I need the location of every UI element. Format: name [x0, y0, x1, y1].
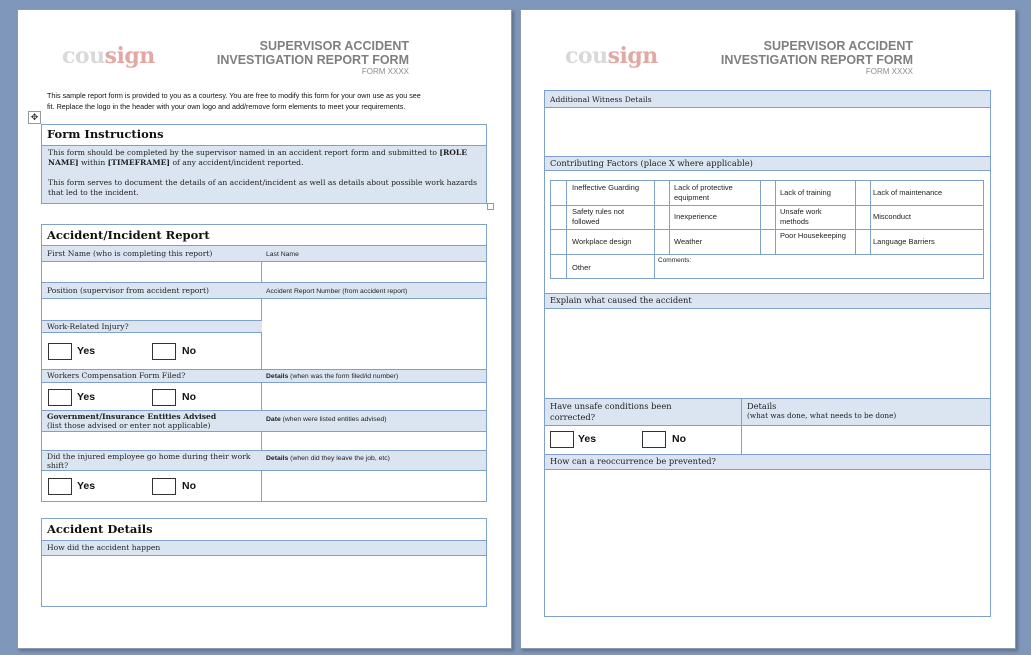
form-header	[149, 39, 409, 77]
factor-lack-training: Lack of training	[780, 188, 831, 197]
unsafe-no-checkbox[interactable]	[642, 431, 666, 448]
unsafe-corrected-label: Have unsafe conditions been corrected?	[550, 401, 672, 422]
went-home-no-label: No	[182, 480, 196, 492]
factor-checkbox-lack-ppe[interactable]	[655, 181, 669, 205]
workers-comp-no-checkbox[interactable]	[152, 389, 176, 406]
unsafe-no-label: No	[672, 433, 686, 445]
work-related-no-label: No	[182, 345, 196, 357]
table-move-handle-icon[interactable]: ✥	[28, 111, 41, 124]
explain-label: Explain what caused the accident	[550, 295, 692, 305]
report-number-field[interactable]	[262, 299, 486, 369]
factor-checkbox-lack-training[interactable]	[761, 181, 775, 205]
factor-checkbox-safety-rules[interactable]	[551, 206, 566, 229]
factor-checkbox-workplace-design[interactable]	[551, 230, 566, 254]
workers-comp-no-label: No	[182, 391, 196, 403]
report-number-label: Accident Report Number (from accident report)	[266, 288, 408, 295]
went-home-details-field[interactable]	[262, 471, 486, 501]
form-id: FORM XXXX	[361, 67, 409, 76]
factor-ineffective-guarding: Ineffective Guarding	[572, 183, 639, 192]
workers-comp-yes-checkbox[interactable]	[48, 389, 72, 406]
intro-text	[47, 90, 487, 112]
factor-other: Other	[572, 263, 591, 272]
factor-inexperience: Inexperience	[674, 212, 717, 221]
accident-report-section	[41, 224, 487, 502]
company-logo: cousign	[62, 43, 155, 69]
workers-comp-details-label: Details (when was the form filed/id number)	[266, 373, 399, 380]
intro-line-2: fit. Replace the logo in the header with your own logo and add/remove form elements to meet your requirements.	[47, 102, 406, 111]
form-instructions-section	[41, 124, 487, 204]
workers-comp-yes-label: Yes	[77, 391, 96, 403]
factor-checkbox-ineffective-guarding[interactable]	[551, 181, 566, 205]
factor-checkbox-weather[interactable]	[655, 230, 669, 254]
workers-comp-details-field[interactable]	[262, 383, 486, 410]
work-related-label: Work-Related Injury?	[47, 322, 129, 331]
factor-safety-rules: Safety rules not followed	[572, 207, 625, 226]
factor-checkbox-inexperience[interactable]	[655, 206, 669, 229]
factor-unsafe-methods: Unsafe work methods	[780, 207, 822, 226]
explain-field[interactable]	[545, 309, 990, 398]
page2-form-table	[544, 90, 991, 617]
factor-checkbox-poor-housekeeping[interactable]	[761, 230, 775, 254]
factor-poor-housekeeping: Poor Housekeeping	[780, 231, 846, 240]
factor-workplace-design: Workplace design	[572, 237, 632, 246]
factor-lack-maintenance: Lack of maintenance	[873, 188, 943, 197]
first-name-label: First Name (who is completing this report)	[47, 249, 213, 258]
factor-checkbox-lack-maintenance[interactable]	[856, 181, 870, 205]
last-name-field[interactable]	[262, 262, 486, 282]
factor-checkbox-language-barriers[interactable]	[856, 230, 870, 254]
unsafe-details-field[interactable]	[742, 426, 990, 454]
document-page-2	[520, 9, 1016, 649]
factor-language-barriers: Language Barriers	[873, 237, 935, 246]
intro-line-1: This sample report form is provided to you as a courtesy. You are free to modify this form for your own use as you see	[47, 91, 421, 100]
how-happened-label: How did the accident happen	[47, 543, 161, 552]
factor-comments-label: Comments:	[658, 257, 692, 264]
factor-checkbox-unsafe-methods[interactable]	[761, 206, 775, 229]
accident-details-title: Accident Details	[47, 522, 153, 536]
factor-weather: Weather	[674, 237, 703, 246]
went-home-label: Did the injured employee go home during their work shift?	[47, 452, 251, 470]
gov-entities-field[interactable]	[42, 432, 261, 450]
prevent-field[interactable]	[545, 470, 990, 616]
went-home-details-label: Details (when did they leave the job, etc)	[266, 455, 390, 462]
work-related-yes-checkbox[interactable]	[48, 343, 72, 360]
gov-date-label: Date (when were listed entities advised)	[266, 416, 387, 423]
accident-report-title: Accident/Incident Report	[47, 228, 210, 242]
position-field[interactable]	[42, 299, 261, 320]
how-happened-field[interactable]	[42, 556, 486, 606]
instructions-text: This form should be completed by the supervisor named in an accident report form and submitted to [ROLE NAME] within [TIMEFRAME] of any accident/incident reported. This form serves to document the details of an accident/incident as well as details about possible work hazards that led to the incident.	[48, 148, 477, 197]
form-header	[653, 39, 913, 77]
work-related-yes-label: Yes	[77, 345, 96, 357]
gov-label: Government/Insurance Entities Advised (list those advised or enter not applicable)	[47, 412, 217, 430]
witness-field[interactable]	[545, 108, 990, 156]
company-logo: cousign	[565, 43, 658, 69]
factor-lack-ppe: Lack of protective equipment	[674, 183, 733, 202]
prevent-label: How can a reoccurrence be prevented?	[550, 456, 717, 466]
factor-checkbox-misconduct[interactable]	[856, 206, 870, 229]
work-related-no-checkbox[interactable]	[152, 343, 176, 360]
position-label: Position (supervisor from accident report)	[47, 286, 210, 295]
form-id: FORM XXXX	[865, 67, 913, 76]
header-line-1: SUPERVISOR ACCIDENT	[763, 39, 913, 53]
unsafe-yes-checkbox[interactable]	[550, 431, 574, 448]
went-home-yes-checkbox[interactable]	[48, 478, 72, 495]
table-resize-handle-icon[interactable]	[487, 203, 494, 210]
factors-grid	[550, 180, 984, 279]
accident-details-section	[41, 518, 487, 607]
witness-label: Additional Witness Details	[550, 95, 652, 104]
form-instructions-title: Form Instructions	[47, 127, 164, 141]
header-line-2: INVESTIGATION REPORT FORM	[720, 53, 913, 67]
factor-misconduct: Misconduct	[873, 212, 911, 221]
document-page-1	[17, 9, 512, 649]
unsafe-details-label: Details (what was done, what needs to be done)	[747, 401, 897, 420]
factor-comments-field[interactable]	[655, 255, 983, 278]
gov-date-field[interactable]	[262, 432, 486, 450]
went-home-yes-label: Yes	[77, 480, 96, 492]
unsafe-yes-label: Yes	[578, 433, 597, 445]
went-home-no-checkbox[interactable]	[152, 478, 176, 495]
workers-comp-label: Workers Compensation Form Filed?	[47, 371, 186, 380]
header-line-1: SUPERVISOR ACCIDENT	[259, 39, 409, 53]
factors-title: Contributing Factors (place X where applicable)	[550, 158, 753, 168]
first-name-field[interactable]	[42, 262, 261, 282]
last-name-label: Last Name	[266, 251, 299, 258]
factor-checkbox-other[interactable]	[551, 255, 566, 278]
header-line-2: INVESTIGATION REPORT FORM	[216, 53, 409, 67]
